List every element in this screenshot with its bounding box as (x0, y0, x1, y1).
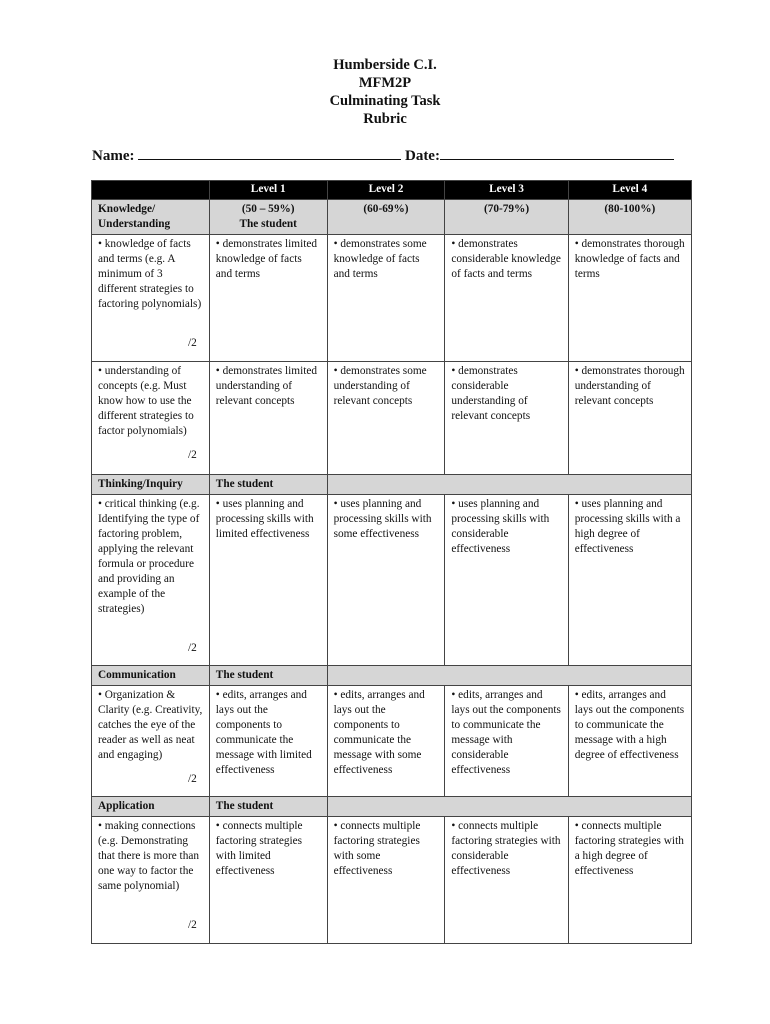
document-header (0, 56, 770, 128)
descriptor-cell: • uses planning and processing skills with considerable effectiveness (445, 495, 568, 666)
descriptor-cell: • edits, arranges and lays out the components to communicate the message with a high degree of effectiveness (568, 686, 691, 797)
level-4-range: (80-100%) (568, 200, 691, 235)
the-student-label: The student (209, 666, 327, 686)
descriptor-cell: • connects multiple factoring strategies with a high degree of effectiveness (568, 817, 691, 944)
mark-label: /2 (188, 449, 197, 461)
descriptor-cell: • uses planning and processing skills with some effectiveness (327, 495, 445, 666)
table-row (92, 362, 692, 475)
mark-label: /2 (188, 773, 197, 785)
descriptor-cell: • connects multiple factoring strategies with considerable effectiveness (445, 817, 568, 944)
criterion-text: • making connections (e.g. Demonstrating that there is more than one way to factor the same polynomial) (98, 820, 200, 892)
descriptor-cell: • demonstrates thorough understanding of relevant concepts (568, 362, 691, 475)
level-3-range: (70-79%) (445, 200, 568, 235)
communication-section-row (92, 666, 692, 686)
knowledge-section-title: Knowledge/ Understanding (92, 200, 210, 235)
criterion-cell (92, 235, 210, 362)
date-label: Date: (404, 148, 440, 164)
date-field[interactable] (440, 145, 674, 160)
level-1-range (209, 200, 327, 235)
mark-label: /2 (188, 919, 197, 931)
descriptor-cell: • demonstrates considerable knowledge of facts and terms (445, 235, 568, 362)
descriptor-cell: • demonstrates some understanding of relevant concepts (327, 362, 445, 475)
table-row (92, 495, 692, 666)
criterion-cell (92, 686, 210, 797)
the-student-label: The student (239, 218, 297, 230)
table-row (92, 235, 692, 362)
descriptor-cell: • connects multiple factoring strategies with some effectiveness (327, 817, 445, 944)
communication-section-title: Communication (92, 666, 210, 686)
course-code: MFM2P (358, 75, 412, 91)
section-filler (327, 475, 691, 495)
application-section-row (92, 797, 692, 817)
table-row (92, 686, 692, 797)
descriptor-cell: • edits, arranges and lays out the components to communicate the message with limited effectiveness (209, 686, 327, 797)
criterion-text: • critical thinking (e.g. Identifying the type of factoring problem, applying the relevant formula or procedure and providing an example of the strategies) (98, 498, 200, 615)
rubric-table (91, 180, 692, 944)
mark-label: /2 (188, 642, 197, 654)
criterion-text: • knowledge of facts and terms (e.g. A minimum of 3 different strategies to factoring polynomials) (98, 238, 202, 310)
level-header-row (92, 181, 692, 200)
application-section-title: Application (92, 797, 210, 817)
name-date-line (92, 145, 674, 165)
criterion-cell (92, 362, 210, 475)
section-filler (327, 797, 691, 817)
descriptor-cell: • edits, arranges and lays out the components to communicate the message with some effectiveness (327, 686, 445, 797)
descriptor-cell: • demonstrates thorough knowledge of facts and terms (568, 235, 691, 362)
the-student-label: The student (209, 475, 327, 495)
criterion-text: • understanding of concepts (e.g. Must know how to use the different strategies to factor polynomials) (98, 365, 194, 437)
thinking-section-title: Thinking/Inquiry (92, 475, 210, 495)
the-student-label: The student (209, 797, 327, 817)
section-filler (327, 666, 691, 686)
knowledge-section-row (92, 200, 692, 235)
descriptor-cell: • edits, arranges and lays out the components to communicate the message with considerable effectiveness (445, 686, 568, 797)
descriptor-cell: • demonstrates some knowledge of facts and terms (327, 235, 445, 362)
descriptor-cell: • uses planning and processing skills with a high degree of effectiveness (568, 495, 691, 666)
descriptor-cell: • demonstrates limited understanding of relevant concepts (209, 362, 327, 475)
school-name: Humberside C.I. (333, 57, 437, 73)
descriptor-cell: • connects multiple factoring strategies with limited effectiveness (209, 817, 327, 944)
document-title: Rubric (363, 111, 407, 127)
descriptor-cell: • demonstrates limited knowledge of facts and terms (209, 235, 327, 362)
task-title: Culminating Task (329, 93, 441, 109)
criterion-cell (92, 817, 210, 944)
level-4-header: Level 4 (568, 181, 691, 200)
descriptor-cell: • demonstrates considerable understanding of relevant concepts (445, 362, 568, 475)
criterion-cell (92, 495, 210, 666)
level-2-header: Level 2 (327, 181, 445, 200)
mark-label: /2 (188, 337, 197, 349)
level-1-header: Level 1 (209, 181, 327, 200)
header-corner (92, 181, 210, 200)
descriptor-cell: • uses planning and processing skills with limited effectiveness (209, 495, 327, 666)
table-row (92, 817, 692, 944)
name-field[interactable] (138, 145, 401, 160)
criterion-text: • Organization & Clarity (e.g. Creativity, catches the eye of the reader as well as neat and engaging) (98, 689, 203, 761)
name-label: Name: (92, 148, 135, 164)
thinking-section-row (92, 475, 692, 495)
level-2-range: (60-69%) (327, 200, 445, 235)
level-3-header: Level 3 (445, 181, 568, 200)
level-1-range-text: (50 – 59%) (241, 203, 295, 215)
